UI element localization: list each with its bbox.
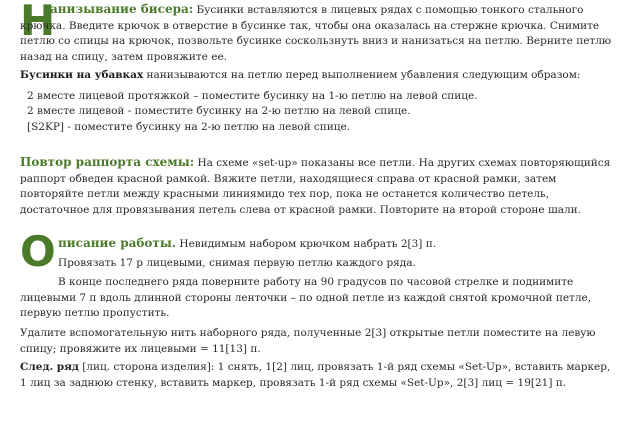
work-paragraph-1 [20,275,618,322]
work-paragraph-3 [20,360,618,391]
beading-paragraph [20,2,618,65]
work-heading: писание работы. [58,236,177,250]
decrease-beads-lead: Бусинки на убавках [20,69,144,81]
work-line2: Провязать 17 р лицевыми, снимая первую петлю каждого ряда. [58,256,416,269]
work-paragraph-2 [20,326,618,357]
decrease-beads-section [20,68,620,135]
beading-section [20,2,618,65]
beading-heading: анизывание бисера: [50,2,194,16]
remove-thread-paragraph: Удалите вспомогательную нить наборного ряда, полученные 2[3] открытые петли поместите на левую спицу; провяжите их лицевыми = 11[13] п. [20,327,596,355]
work-line1-text: Невидимым набором крючком набрать 2[3] п. [176,238,437,250]
decrease-item: 2 вместе лицевой - поместите бусинку на 2-ю петлю на левой спице. [27,105,411,117]
decrease-item: 2 вместе лицевой протяжкой – поместите бусинку на 1-ю петлю на левой спице. [27,89,478,102]
decrease-beads-intro [20,68,620,84]
work-line1 [58,236,618,253]
repeat-paragraph [20,155,620,218]
next-row-paragraph [20,360,618,391]
next-row-lead: След. ряд [20,361,79,373]
repeat-section [20,155,620,218]
next-row-text: [лиц. сторона изделия]: 1 снять, 1[2] лиц, провязать 1-й ряд схемы «Set-Up», вставить маркер, 1 лиц за заднюю стенку, вставить маркер, провязать 1-й ряд схемы «Set-Up», 2[3] лиц = 19[21] п. [20,361,611,389]
dropcap-n: Н [20,0,56,45]
repeat-text: На схеме «set-up» показаны все петли. На других схемах повторяющийся раппорт обведен красной рамкой. Вяжите петли, находящиеся справа от красной рамки, затем повторяйте петли между красными линиямидо тех пор, пока не останется количество петель, достаточное для провязывания петель слева от красной рамки. Повторите на второй стороне шали. [20,157,611,216]
work-description-section [58,236,618,271]
decrease-list [20,89,620,136]
decrease-beads-text: нанизываются на петлю перед выполнением убавления следующим образом: [143,69,581,81]
beading-text: Бусинки вставляются в лицевых рядах с помощью тонкого стального крючка. Введите крючок в отверстие в бусинке так, чтобы она оказалась на стержне крючка. Снимите петлю со спицы на крючок, позвольте бусинке соскользнуть вниз и нанизаться на петлю. Верните петлю назад на спицу, затем провяжите ее. [20,4,612,63]
dropcap-o: О [20,227,56,276]
repeat-heading: Повтор раппорта схемы: [20,155,195,169]
decrease-item: [S2KP] - поместите бусинку на 2-ю петлю на левой спице. [27,120,351,133]
turn-work-paragraph: В конце последнего ряда поверните работу на 90 градусов по часовой стрелке и поднимите лицевыми 7 п вдоль длинной стороны ленточки – по одной петле из каждой снятой кромочной петле, первую петлю пропустить. [20,276,592,319]
